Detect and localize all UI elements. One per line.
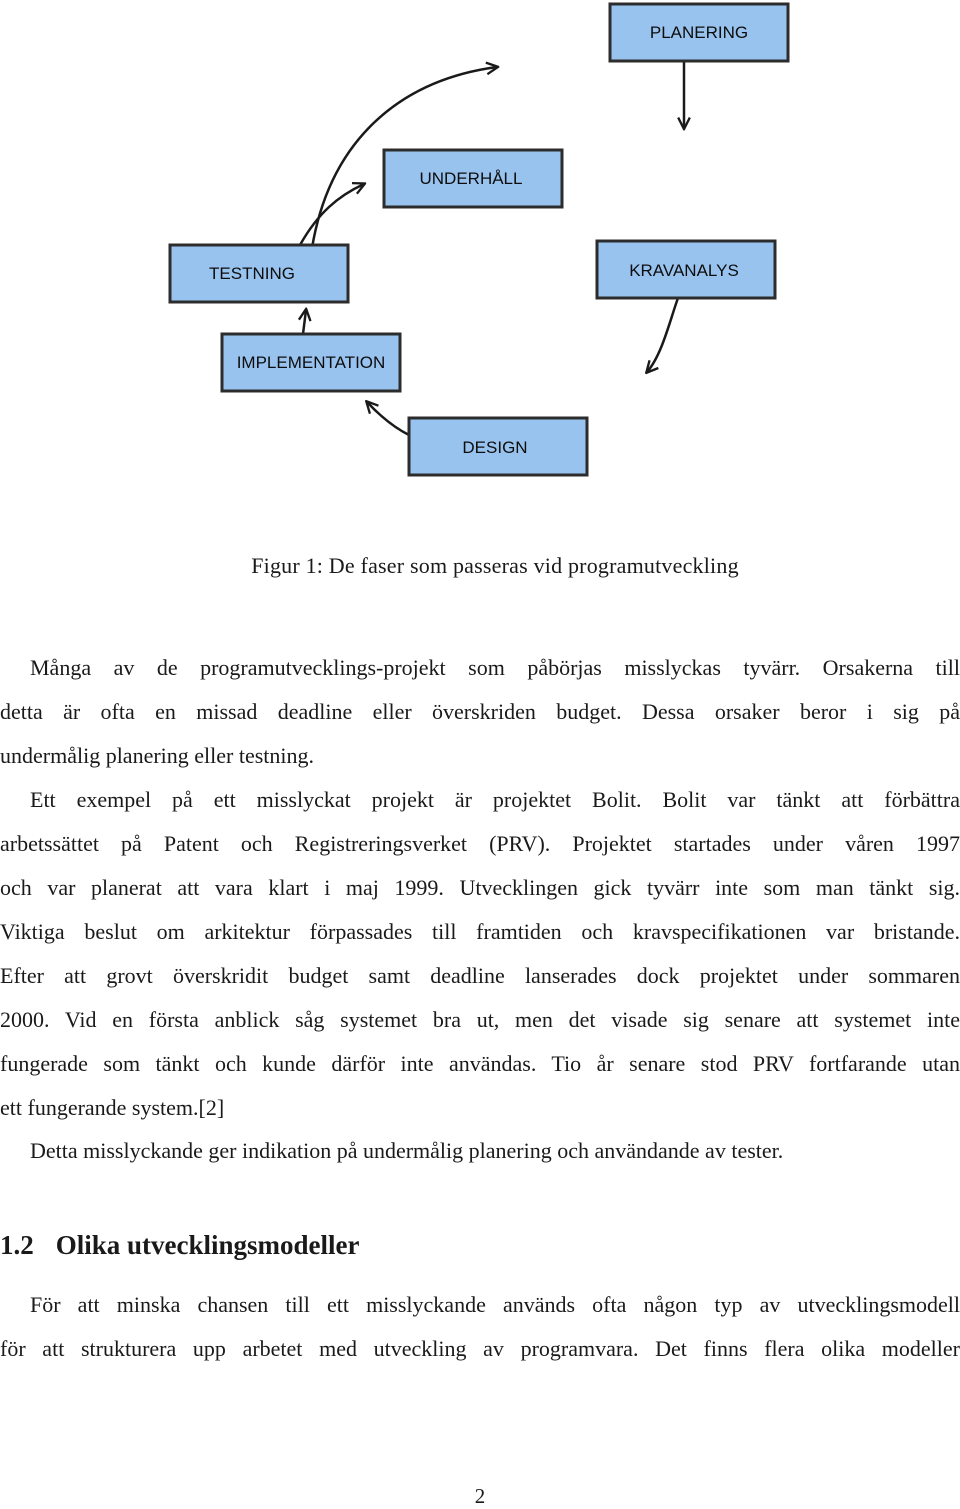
phase-planering-label: PLANERING (649, 23, 749, 42)
paragraph-line: detta är ofta en missad deadline eller överskriden budget. Dessa orsaker beror i sig på (0, 699, 960, 724)
paragraph-bolit (0, 778, 960, 1130)
paragraph-line: undermålig planering eller testning. (0, 743, 315, 768)
paragraph-line: Ett exempel på ett misslyckat projekt är projektet Bolit. Bolit var tänkt att förbättra (30, 787, 960, 812)
section-heading (0, 1230, 360, 1261)
paragraph-line: För att minska chansen till ett misslyckande används ofta någon typ av utvecklingsmodell (30, 1292, 960, 1317)
paragraph-line: och var planerat att vara klart i maj 1999. Utvecklingen gick tyvärr inte som man tänkt sig. (0, 875, 960, 900)
phase-implementation-label: IMPLEMENTATION (236, 353, 386, 372)
phase-kravanalys (597, 241, 775, 298)
phase-design (409, 418, 587, 475)
paragraph-conclusion (0, 1129, 960, 1173)
paragraph-line: ett fungerande system.[2] (0, 1095, 225, 1120)
arrow-testning-to-underhall (300, 184, 364, 245)
paragraph-line: för att strukturera upp arbetet med utveckling av programvara. Det finns flera olika modeller (0, 1336, 960, 1361)
development-cycle-diagram (0, 0, 960, 500)
paragraph-intro (0, 646, 960, 778)
phase-testning (170, 245, 348, 302)
arrow-kravanalys-to-design (647, 298, 678, 372)
paragraph-line: Många av de programutvecklings-projekt som påbörjas misslyckas tyvärr. Orsakerna till (30, 655, 960, 680)
paragraph-line: Viktiga beslut om arkitektur förpassades till framtiden och kravspecifikationen var bristande. (0, 919, 960, 944)
phase-planering (610, 4, 788, 61)
phase-kravanalys-label: KRAVANALYS (629, 261, 739, 280)
phase-design-label: DESIGN (462, 438, 528, 457)
phase-underhall-label: UNDERHÅLL (419, 169, 523, 188)
paragraph-line: Detta misslyckande ger indikation på undermålig planering och användande av tester. (30, 1138, 784, 1163)
phase-implementation (222, 334, 400, 391)
arrow-implementation-to-testning (303, 310, 306, 334)
page-number: 2 (474, 1484, 486, 1508)
arrow-design-to-implementation (367, 402, 409, 435)
figure-caption: Figur 1: De faser som passeras vid programutveckling (251, 553, 739, 578)
paragraph-line: 2000. Vid en första anblick såg systemet bra ut, men det visade sig senare att systemet inte (0, 1007, 960, 1032)
paragraph-line: arbetssättet på Patent och Registreringsverket (PRV). Projektet startades under våren 1997 (0, 831, 960, 856)
phase-underhall (384, 150, 562, 207)
section-title: Olika utvecklingsmodeller (55, 1230, 360, 1260)
paragraph-line: fungerade som tänkt och kunde därför inte användas. Tio år senare stod PRV fortfarande utan (0, 1051, 960, 1076)
paragraph-section (0, 1283, 960, 1371)
paragraph-line: Efter att grovt överskridit budget samt deadline lanserades dock projektet under sommaren (0, 963, 960, 988)
phase-testning-label: TESTNING (209, 264, 295, 283)
section-number: 1.2 (0, 1230, 34, 1260)
